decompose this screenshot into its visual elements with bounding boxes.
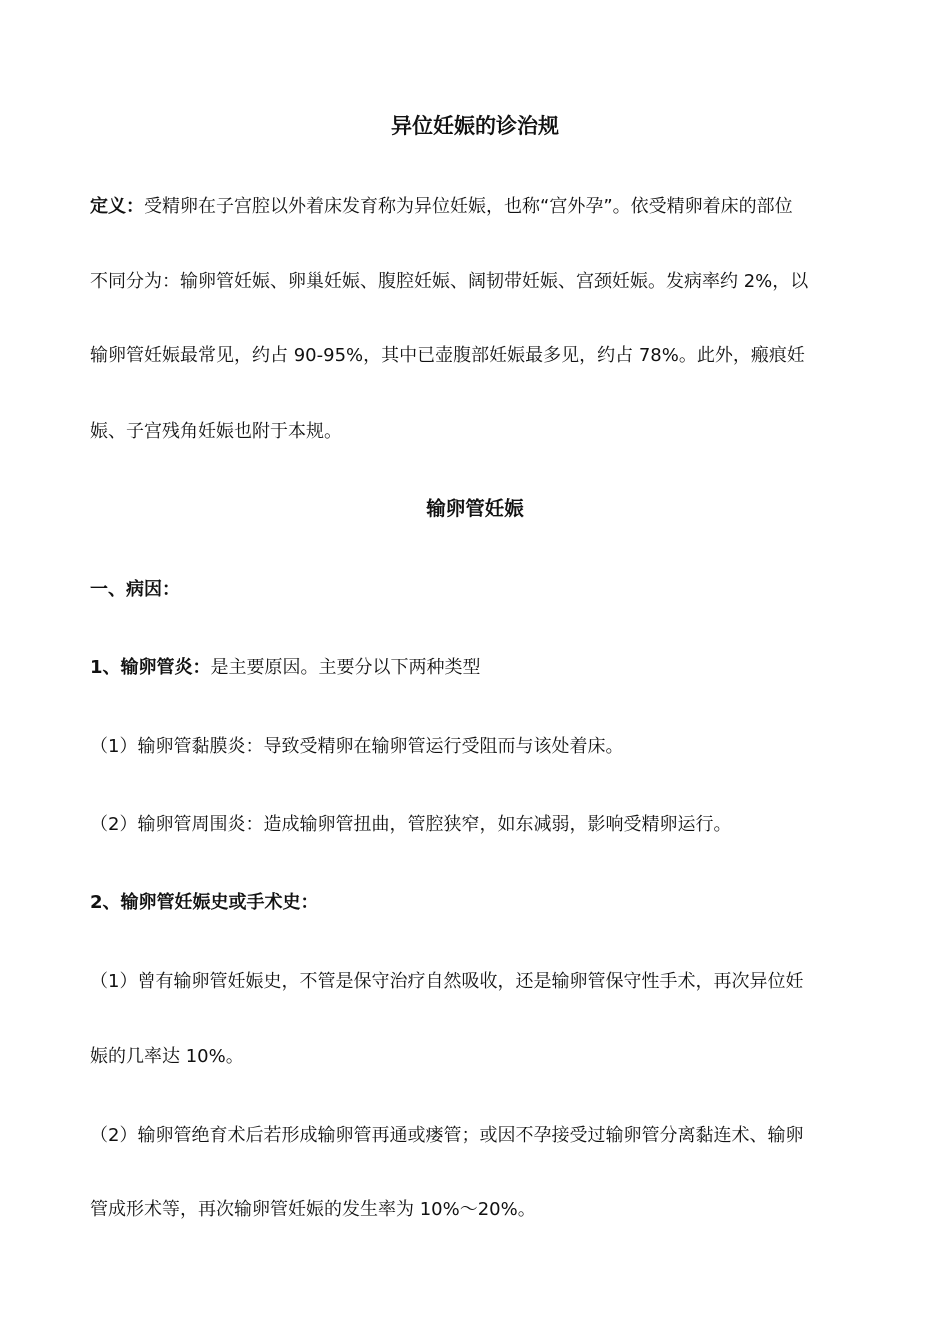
document-title: 异位妊娠的诊治规: [391, 114, 559, 138]
item1-label: 1、输卵管炎：: [90, 657, 211, 678]
definition-line-4: 娠、子宫残角妊娠也附于本规。: [90, 421, 342, 442]
etiology-heading: 一、病因：: [90, 579, 180, 600]
definition-line-2: 不同分为：输卵管妊娠、卵巢妊娠、腹腔妊娠、阔韧带妊娠、宫颈妊娠。发病率约 2%，以: [90, 271, 809, 292]
definition-line-3: 输卵管妊娠最常见，约占 90-95%，其中已壶腹部妊娠最多见，约占 78%。此外，瘢痕妊: [90, 345, 805, 366]
item2-sub2-line-2: 管成形术等，再次输卵管妊娠的发生率为 10%～20%。: [90, 1199, 536, 1220]
item1-text: 是主要原因。主要分以下两种类型: [210, 657, 481, 678]
item1-sub-2: （2）输卵管周围炎：造成输卵管扭曲，管腔狭窄，如东减弱，影响受精卵运行。: [90, 814, 732, 835]
item2-sub1-line-2: 娠的几率达 10%。: [90, 1046, 244, 1067]
section-title: 输卵管妊娠: [426, 497, 524, 520]
item1-line: [90, 656, 860, 680]
item2-heading: 2、输卵管妊娠史或手术史：: [90, 892, 319, 913]
item2-sub2-line-1: （2）输卵管绝育术后若形成输卵管再通或瘘管；或因不孕接受过输卵管分离黏连术、输卵: [90, 1125, 804, 1146]
definition-line-1: [90, 195, 860, 219]
definition-text-1: 受精卵在子宫腔以外着床发育称为异位妊娠，也称“宫外孕”。依受精卵着床的部位: [144, 196, 793, 217]
definition-label: 定义：: [90, 196, 144, 217]
item2-sub1-line-1: （1）曾有输卵管妊娠史，不管是保守治疗自然吸收，还是输卵管保守性手术，再次异位妊: [90, 971, 804, 992]
item1-sub-1: （1）输卵管黏膜炎：导致受精卵在输卵管运行受阻而与该处着床。: [90, 736, 624, 757]
